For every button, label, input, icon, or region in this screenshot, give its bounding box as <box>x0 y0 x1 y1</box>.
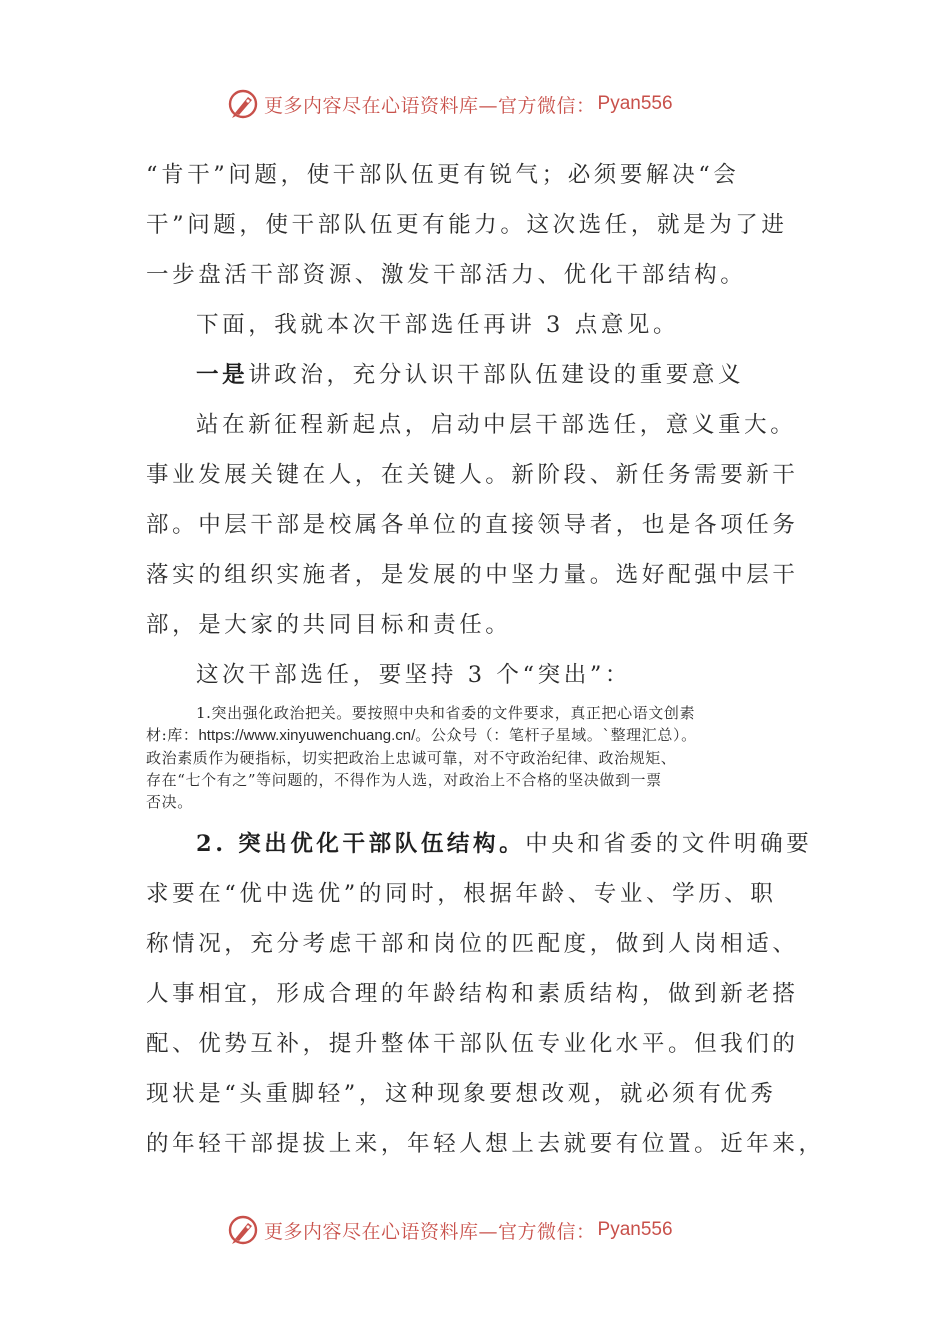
text-line: “肯干”问题，使干部队伍更有锐气；必须要解决“会 <box>146 162 740 188</box>
pen-nib-logo-icon <box>226 1213 260 1247</box>
text-line: 这次干部选任，要坚持 3 个“突出”： <box>196 662 632 688</box>
note-text: 。公众号（：笔杆子星域。`整理汇总）。 <box>415 726 697 744</box>
note-text: 材:库： <box>146 726 199 744</box>
section-heading-1 <box>146 350 806 400</box>
section-heading-2 <box>146 819 813 869</box>
banner-text: 更多内容尽在心语资料库—官方微信： <box>264 1220 596 1243</box>
heading-bold-prefix: 一是 <box>196 362 249 388</box>
text-line: 部，是大家的共同目标和责任。 <box>146 612 512 638</box>
text-line: 的年轻干部提拔上来，年轻人想上去就要有位置。近年来， <box>146 1131 825 1157</box>
text-line: 称情况，充分考虑干部和岗位的匹配度，做到人岗相适、 <box>146 931 799 957</box>
text-line: 站在新征程新起点，启动中层干部选任，意义重大。 <box>196 412 797 438</box>
banner-text: 更多内容尽在心语资料库—官方微信： <box>264 94 596 117</box>
heading-bold-prefix: 2. 突出优化干部队伍结构。 <box>196 831 526 857</box>
text-line: 部。中层干部是校属各单位的直接领导者，也是各项任务 <box>146 512 799 538</box>
text-line: 配、优势互补，提升整体干部队伍专业化水平。但我们的 <box>146 1031 799 1057</box>
note-paragraph <box>146 702 806 813</box>
footer-banner <box>226 1212 673 1248</box>
note-line <box>146 724 806 747</box>
document-body <box>146 150 825 1169</box>
text-line: 人事相宜，形成合理的年龄结构和素质结构，做到新老搭 <box>146 981 799 1007</box>
note-line: 1.突出强化政治把关。要按照中央和省委的文件要求，真正把心语文创素 <box>196 704 696 722</box>
text-line: 下面，我就本次干部选任再讲 3 点意见。 <box>196 312 680 338</box>
header-banner <box>226 86 673 122</box>
text-line: 干”问题，使干部队伍更有能力。这次选任，就是为了进 <box>146 212 788 238</box>
banner-wechat-id: Pyan556 <box>597 93 673 114</box>
text-line: 落实的组织实施者，是发展的中坚力量。选好配强中层干 <box>146 562 799 588</box>
banner-wechat-id: Pyan556 <box>597 1219 673 1240</box>
text-line: 求要在“优中选优”的同时，根据年龄、专业、学历、职 <box>146 881 777 907</box>
note-line: 否决。 <box>146 793 193 811</box>
text-line: 一步盘活干部资源、激发干部活力、优化干部结构。 <box>146 262 747 288</box>
pen-nib-logo-icon <box>226 87 260 121</box>
heading-text: 中央和省委的文件明确要 <box>525 831 813 857</box>
note-line: 存在“七个有之”等问题的，不得作为人选，对政治上不合格的坚决做到一票 <box>146 771 662 789</box>
source-url-link[interactable]: https://www.xinyuwenchuang.cn/ <box>198 727 416 744</box>
text-line: 现状是“头重脚轻”，这种现象要想改观，就必须有优秀 <box>146 1081 777 1107</box>
text-line: 事业发展关键在人，在关键人。新阶段、新任务需要新干 <box>146 462 799 488</box>
note-line: 政治素质作为硬指标，切实把政治上忠诚可靠，对不守政治纪律、政治规矩、 <box>146 749 677 767</box>
heading-text: 讲政治，充分认识干部队伍建设的重要意义 <box>248 362 745 388</box>
